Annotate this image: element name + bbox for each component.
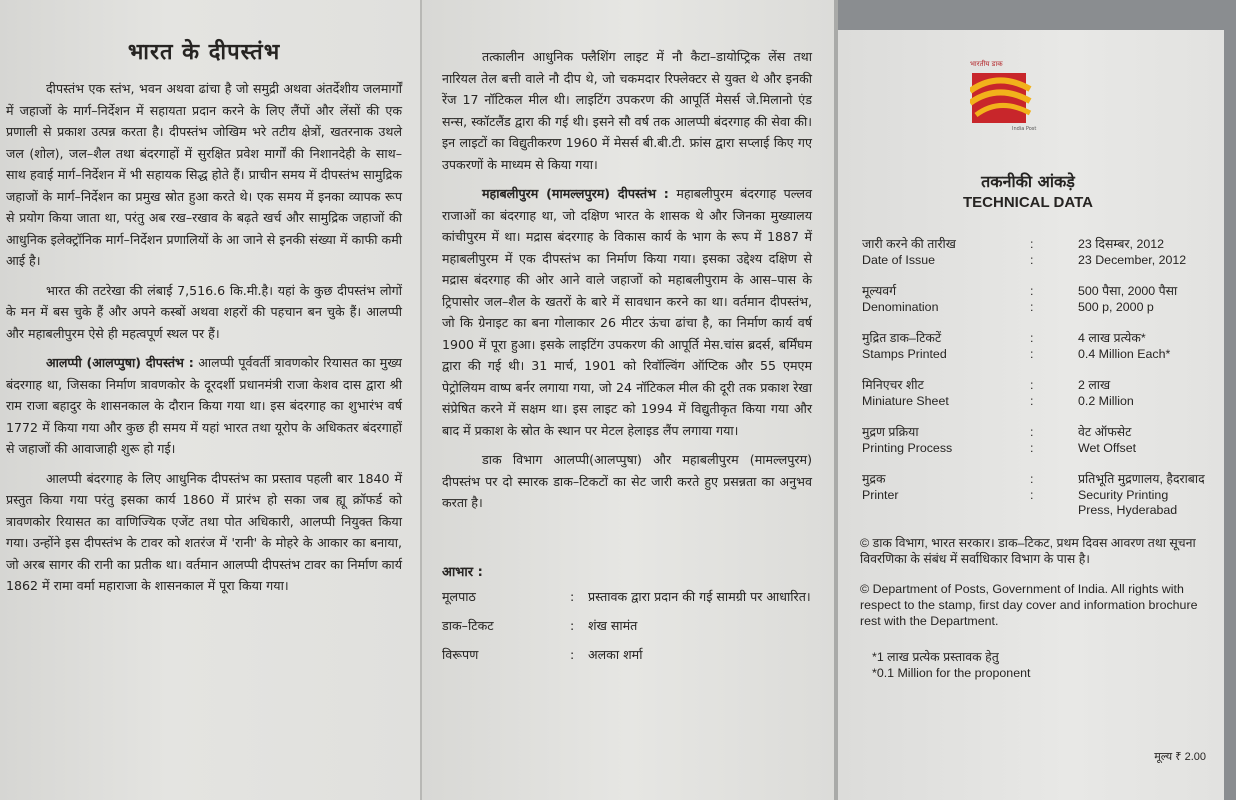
spec-value-en: 0.4 Million Each*	[1078, 346, 1171, 361]
spec-value-en: Wet Offset	[1078, 440, 1137, 455]
page-title: भारत के दीपस्तंभ	[127, 39, 281, 65]
spec-label-hi: मुद्रक	[862, 472, 886, 486]
spec-row-stamps-printed: मुद्रित डाक–टिकटें Stamps Printed : : 4 लाख प्रत्येक* 0.4 Million Each*	[850, 331, 1206, 362]
spec-label-hi: जारी करने की तारीख	[862, 237, 956, 251]
logo-text: भारतीय डाक	[970, 60, 1003, 68]
spec-label-en: Printing Process	[862, 440, 953, 455]
copyright-english: © Department of Posts, Government of India. All rights with respect to the stamp, first day cover and information brochure rest with the Department.	[860, 581, 1198, 628]
copyright-hindi: © डाक विभाग, भारत सरकार। डाक–टिकट, प्रथम दिवस आवरण तथा सूचना विवरणिका के संबंध में सर्वाधिकार विभाग के पास है।	[860, 535, 1196, 566]
spec-value-en: 0.2 Million	[1078, 393, 1134, 408]
alappuzha-history-paragraph: आलप्पी बंदरगाह के लिए आधुनिक दीपस्तंभ का प्रस्ताव पहली बार 1840 में प्रस्तुत किया गया परंतु इसका कार्य 1860 में प्रारंभ हो सका जब ह्यू क्रॉफर्ड को त्रावणकोर रियासत का वाणिज्यिक एजेंट तथा पोत अधिकारी, आलप्पी नियुक्त किया गया। उन्होंने इस दीपस्तंभ के टावर को शतरंज में 'रानी' के मोहरे के आकार का बनाया, जो अरब सागर की रानी का प्रतीक था। वर्तमान आलप्पी दीपस्तंभ टावर का निर्माण कार्य 1862 में रामा वर्मा महाराजा के शासनकाल में पूरा किया गया।	[6, 470, 402, 593]
spec-value-hi: 2 लाख	[1078, 378, 1111, 392]
left-panel	[0, 0, 420, 800]
spec-value-hi: 4 लाख प्रत्येक*	[1078, 331, 1146, 345]
spec-value-en: 500 p, 2000 p	[1078, 299, 1154, 314]
coastline-paragraph: भारत की तटरेखा की लंबाई 7,516.6 कि.मी.है। यहां के कुछ दीपस्तंभ लोगों के मन में बस चुके हैं और अपने कस्बों अथवा शहरों की पहचान बन चुके हैं। आलप्पी और महाबलीपुरम ऐसे ही महत्वपूर्ण स्थल पर हैं।	[6, 282, 402, 341]
spec-label-en: Printer	[862, 487, 899, 502]
spec-row-miniature-sheet: मिनिएचर शीट Miniature Sheet : : 2 लाख 0.2 Million	[850, 378, 1206, 409]
spec-label-en: Miniature Sheet	[862, 393, 949, 408]
intro-paragraph: दीपस्तंभ एक स्तंभ, भवन अथवा ढांचा है जो समुद्री अथवा अंतर्देशीय जलमार्गों में जहाजों के मार्ग–निर्देशन में सहायता प्रदान करने के लिए लैंपों और लेंसों की एक प्रणाली से प्रकाश उत्पन्न करता है। दीपस्तंभ जोखिम भरे तटीय क्षेत्रों, खतरनाक उथले जल (शोल), जल–शैल तथा बंदरगाहों में सुरक्षित प्रवेश मार्गों की निशानदेही के साथ–साथ हवाई मार्ग–निर्देशन में भी सहायक सिद्ध होते हैं। प्राचीन समय में दीपस्तंभ सामुद्रिक जहाजों के मार्ग–निर्देशन का प्रमुख स्रोत हुआ करते थे। एक समय में इनका व्यापक रूप से प्रयोग किया जाता था, परंतु अब रख–रखाव के बढ़ते खर्च और सामुद्रिक जहाजों की आधुनिक इलेक्ट्रॉनिक मार्ग–निर्देशन प्रणालियों के आ जाने से इनकी संख्या में काफी कमी आई है।	[6, 81, 402, 268]
release-paragraph: डाक विभाग आलप्पी(आलप्पुषा) और महाबलीपुरम (मामल्लपुरम) दीपस्तंभ पर दो स्मारक डाक–टिकटों का सेट जारी करते हुए प्रसन्नता का अनुभव करता है।	[442, 452, 812, 510]
middle-panel	[422, 0, 834, 800]
footnote-hindi: *1 लाख प्रत्येक प्रस्तावक हेतु	[872, 649, 999, 664]
technical-heading-english: TECHNICAL DATA	[963, 194, 1093, 211]
ack-row: डाक–टिकट : शंख सामंत	[442, 615, 812, 636]
mahabalipuram-heading: महाबलीपुरम (मामल्लपुरम) दीपस्तंभ :	[482, 186, 669, 201]
spec-label-en: Stamps Printed	[862, 346, 947, 361]
spec-value-en: 23 December, 2012	[1078, 252, 1187, 267]
ack-row: विरूपण : अलका शर्मा	[442, 644, 812, 665]
spec-row-date: जारी करने की तारीख Date of Issue : : 23 दिसम्बर, 2012 23 December, 2012	[850, 237, 1206, 268]
ack-label: विरूपण	[442, 646, 479, 662]
spec-label-en: Date of Issue	[862, 252, 936, 267]
footnote	[850, 649, 1206, 681]
ack-label: डाक–टिकट	[442, 617, 494, 633]
spec-value-en: Security Printing Press, Hyderabad	[1078, 487, 1178, 517]
ack-value: अलका शर्मा	[588, 646, 643, 662]
spec-row-denomination: मूल्यवर्ग Denomination : : 500 पैसा, 2000 पैसा 500 p, 2000 p	[850, 284, 1206, 315]
india-post-emblem-icon	[970, 69, 1050, 129]
mahabalipuram-paragraph	[442, 183, 812, 441]
technical-heading-hindi: तकनीकी आंकड़े	[981, 172, 1075, 191]
alappuzha-text: आलप्पी पूर्ववर्ती त्रावणकोर रियासत का मुख्य बंदरगाह था, जिसका निर्माण त्रावणकोर के दूरदर्शी प्रधानमंत्री राजा केशव दास द्वारा श्री राम राजा बहादुर के शासनकाल के दौरान किया गया था। इस बंदरगाह का शुभारंभ वर्ष 1772 में किया गया और कुछ ही समय में यहां भारत तथा यूरोप के अधिकतर बंदरगाहों से जहाजों की आवाजाही शुरू हो गई।	[6, 355, 402, 456]
spec-label-en: Denomination	[862, 299, 939, 314]
alappuzha-heading: आलप्पी (आलप्पुषा) दीपस्तंभ :	[46, 355, 194, 370]
spec-row-printing-process: मुद्रण प्रक्रिया Printing Process : : वेट ऑफसेट Wet Offset	[850, 425, 1206, 456]
spec-value-hi: प्रतिभूति मुद्रणालय, हैदराबाद	[1078, 472, 1205, 486]
acknowledgement-heading: आभार :	[442, 564, 483, 580]
ack-value: प्रस्तावक द्वारा प्रदान की गई सामग्री पर आधारित।	[588, 588, 811, 604]
logo-subtext: India Post	[1012, 126, 1037, 132]
india-post-logo	[970, 60, 1050, 150]
ack-value: शंख सामंत	[588, 617, 638, 633]
mahabalipuram-text: महाबलीपुरम बंदरगाह पल्लव राजाओं का बंदरगाह था, जो दक्षिण भारत के शासक थे और जिनका मुख्यालय कांचीपुरम में था। मद्रास बंदरगाह के विकास कार्य के भाग के रूप में 1887 में महाबलीपुरम में एक दीपस्तंभ का निर्माण किया गया। इसका उद्देश्य दक्षिण से मद्रास बंदरगाह की ओर आने वाले जहाजों को महाबलीपुराम के आस–पास के ट्रिपासोर जल–शैल के खतरों के बारे में सावधान करने का था। वर्तमान दीपस्तंभ, जो कि ग्रेनाइट का बना गोलाकार 26 मीटर ऊंचा ढांचा है, का निर्माण कार्य वर्ष 1900 में पूरा हुआ। इसके लाइटिंग उपकरण की आपूर्ति मेस.चांस ब्रदर्स, बर्मिंघम द्वारा की गई थी। 31 मार्च, 1901 को रिवॉल्विंग ऑप्टिक और 55 एमएम पेट्रोलियम वाष्प बर्नर लगाया गया, जो 24 नॉटिकल मील की दूरी तक प्रकाश रेखा संप्रेषित करने में सक्षम था। इस लाइट को 1994 में विद्युतीकृत किया गया और बाद में प्रकाश के स्रोत के स्थान पर मेटल हेलाइड लैंप लगाया गया।	[442, 186, 812, 438]
spec-label-hi: मूल्यवर्ग	[862, 284, 897, 298]
spec-row-printer: मुद्रक Printer : : प्रतिभूति मुद्रणालय, हैदराबाद Security Printing Press, Hyderabad	[862, 472, 1205, 517]
alappuzha-paragraph	[6, 352, 402, 460]
ack-label: मूलपाठ	[442, 588, 476, 604]
ack-row: मूलपाठ : प्रस्तावक द्वारा प्रदान की गई सामग्री पर आधारित।	[442, 586, 812, 607]
spec-value-hi: 23 दिसम्बर, 2012	[1078, 237, 1165, 251]
flashing-light-paragraph: तत्कालीन आधुनिक फ्लैशिंग लाइट में नौ कैटा–डायोप्ट्रिक लेंस तथा नारियल तेल बत्ती वाले नौ दीप थे, जो चकमदार रिफ्लेक्टर से युक्त थे और इनकी रेंज 17 नॉटिकल मील थी। लाइटिंग उपकरण की आपूर्ति मेसर्स जे.मिलानो एंड सन्स, स्कॉटलैंड द्वारा की गई थी। इसने सौ वर्ष तक आलप्पी बंदरगाह की सेवा की। इन लाइटों का विद्युतीकरण 1960 में मेसर्स बी.बी.टी. फ्रांस द्वारा सप्लाई किए गए उपकरणों के माध्यम से किया गया।	[442, 49, 812, 172]
right-panel	[838, 30, 1224, 800]
price-label: मूल्य ₹ 2.00	[1154, 751, 1206, 763]
footnote-english: *0.1 Million for the proponent	[872, 665, 1031, 680]
spec-value-hi: 500 पैसा, 2000 पैसा	[1078, 284, 1178, 298]
spec-label-hi: मिनिएचर शीट	[862, 378, 924, 392]
spec-label-hi: मुद्रण प्रक्रिया	[862, 425, 919, 439]
spec-label-hi: मुद्रित डाक–टिकटें	[862, 331, 942, 345]
spec-value-hi: वेट ऑफसेट	[1078, 425, 1132, 439]
